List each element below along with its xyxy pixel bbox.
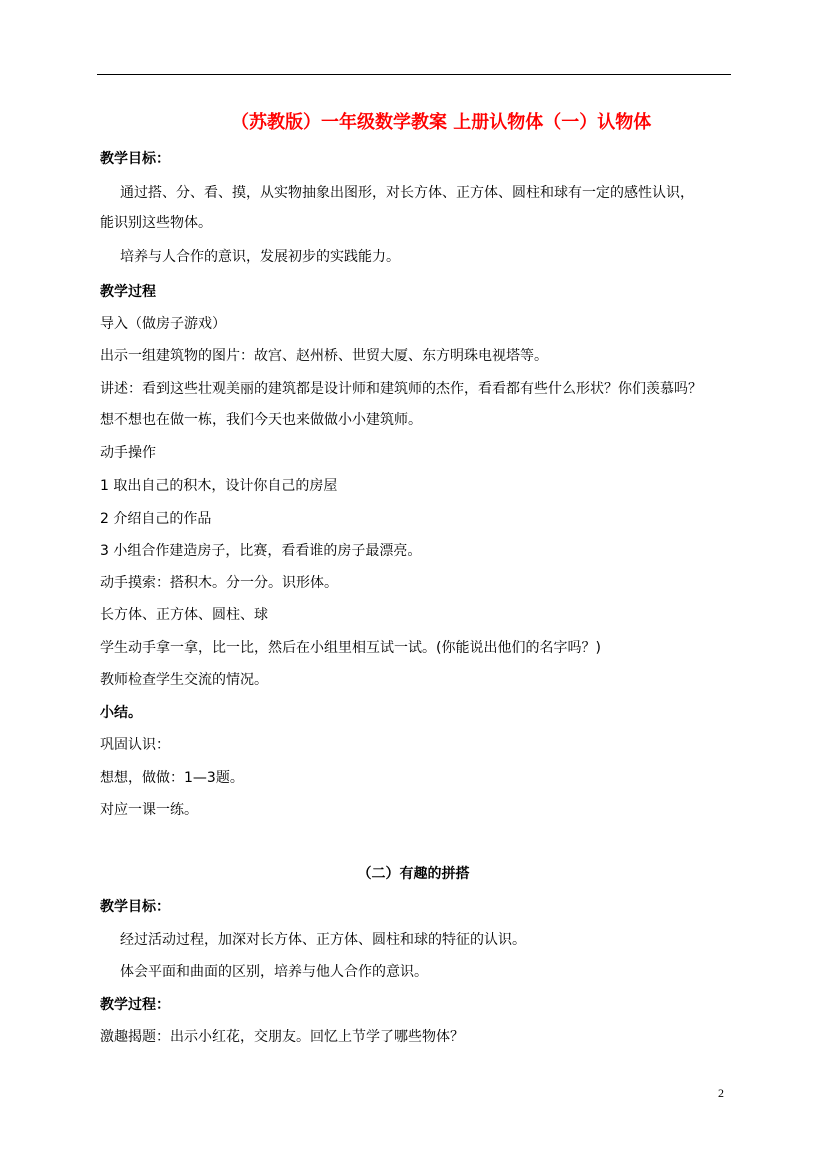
paragraph-line: 想想，做做：1—3题。 <box>100 770 244 786</box>
heading-teaching-goals: 教学目标： <box>100 899 170 915</box>
paragraph-line: 长方体、正方体、圆柱、球 <box>100 607 268 623</box>
paragraph-line: 体会平面和曲面的区别，培养与他人合作的意识。 <box>120 964 428 980</box>
heading-summary: 小结。 <box>100 705 142 721</box>
page-number: 2 <box>718 1086 724 1100</box>
paragraph-line: 通过搭、分、看、摸，从实物抽象出图形，对长方体、正方体、圆柱和球有一定的感性认识， <box>120 185 694 201</box>
paragraph-line: 动手摸索：搭积木。分一分。识形体。 <box>100 575 338 591</box>
paragraph-line: 出示一组建筑物的图片：故宫、赵州桥、世贸大厦、东方明珠电视塔等。 <box>100 348 548 364</box>
heading-teaching-goals: 教学目标： <box>100 151 170 167</box>
paragraph-line: 学生动手拿一拿，比一比，然后在小组里相互试一试。(你能说出他们的名字吗？) <box>100 640 601 656</box>
list-item: 3 小组合作建造房子，比赛，看看谁的房子最漂亮。 <box>100 543 422 559</box>
heading-teaching-process: 教学过程 <box>100 284 156 300</box>
paragraph-line: 能识别这些物体。 <box>100 215 212 231</box>
paragraph-line: 激趣揭题：出示小红花，交朋友。回忆上节学了哪些物体？ <box>100 1029 464 1045</box>
list-item: 2 介绍自己的作品 <box>100 511 212 527</box>
document-title: （苏教版）一年级数学教案 上册认物体（一）认物体 <box>231 112 652 133</box>
heading-teaching-process: 教学过程： <box>100 997 170 1013</box>
paragraph-line: 巩固认识： <box>100 737 170 753</box>
paragraph-line: 想不想也在做一栋，我们今天也来做做小小建筑师。 <box>100 412 422 428</box>
paragraph-line: 经过活动过程，加深对长方体、正方体、圆柱和球的特征的认识。 <box>120 932 526 948</box>
paragraph-line: 动手操作 <box>100 445 156 461</box>
header-rule <box>97 74 731 75</box>
paragraph-line: 培养与人合作的意识，发展初步的实践能力。 <box>120 249 400 265</box>
paragraph-line: 导入（做房子游戏） <box>100 316 226 332</box>
paragraph-line: 讲述：看到这些壮观美丽的建筑都是设计师和建筑师的杰作，看看都有些什么形状？你们羡慕吗？ <box>100 381 702 397</box>
list-item: 1 取出自己的积木，设计你自己的房屋 <box>100 478 338 494</box>
paragraph-line: 对应一课一练。 <box>100 802 198 818</box>
paragraph-line: 教师检查学生交流的情况。 <box>100 672 268 688</box>
section-title: （二）有趣的拼搭 <box>357 866 470 882</box>
